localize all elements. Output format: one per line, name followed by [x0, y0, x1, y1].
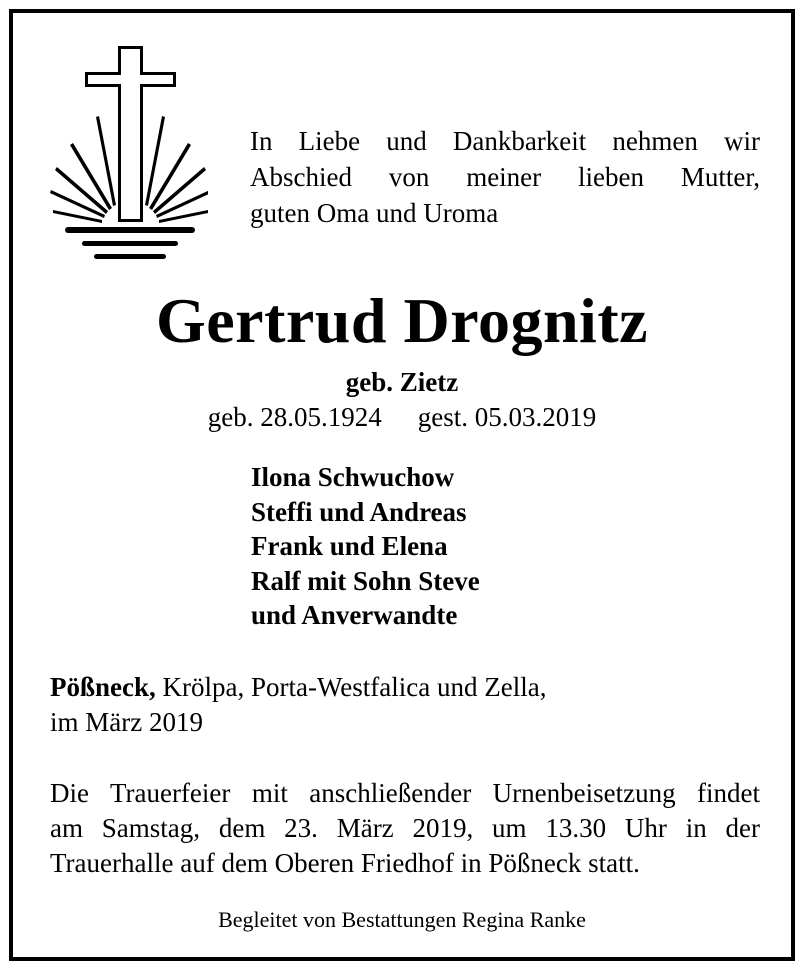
intro-line: Abschied von meiner lieben Mutter,	[250, 162, 760, 192]
obituary-notice	[9, 9, 795, 961]
mourner: Ralf mit Sohn Steve	[251, 565, 480, 596]
intro-line: guten Oma und Uroma	[250, 198, 499, 228]
service-line: Die Trauerfeier mit anschließender Urnenbeisetzung findet	[50, 778, 760, 808]
service-line: am Samstag, dem 23. März 2019, um 13.30 Uhr in der	[50, 813, 760, 843]
maiden-name: geb. Zietz	[345, 367, 459, 397]
notice-date: im März 2019	[50, 707, 203, 737]
mourner: Steffi und Andreas	[251, 496, 467, 527]
main-place: Pößneck,	[50, 672, 156, 702]
service-line: Trauerhalle auf dem Oberen Friedhof in Pößneck statt.	[50, 848, 640, 878]
other-places: Krölpa, Porta-Westfalica und Zella,	[155, 672, 547, 702]
cross-over-water-with-sun-rays-icon	[48, 45, 208, 270]
death-date: gest. 05.03.2019	[417, 402, 597, 432]
birth-date: geb. 28.05.1924	[207, 402, 382, 432]
place-and-date	[50, 670, 546, 740]
mourners-list	[251, 460, 480, 633]
deceased-name: Gertrud Drognitz	[155, 285, 649, 356]
undertaker-credit: Begleitet von Bestattungen Regina Ranke	[218, 907, 586, 932]
funeral-service-info	[50, 776, 760, 881]
mourner: und Anverwandte	[251, 600, 458, 630]
intro-line: In Liebe und Dankbarkeit nehmen wir	[250, 126, 760, 156]
places-line	[50, 670, 546, 705]
mourner: Frank und Elena	[251, 531, 448, 561]
intro-text	[250, 123, 760, 231]
mourner: Ilona Schwuchow	[251, 462, 455, 492]
life-dates	[13, 399, 791, 435]
